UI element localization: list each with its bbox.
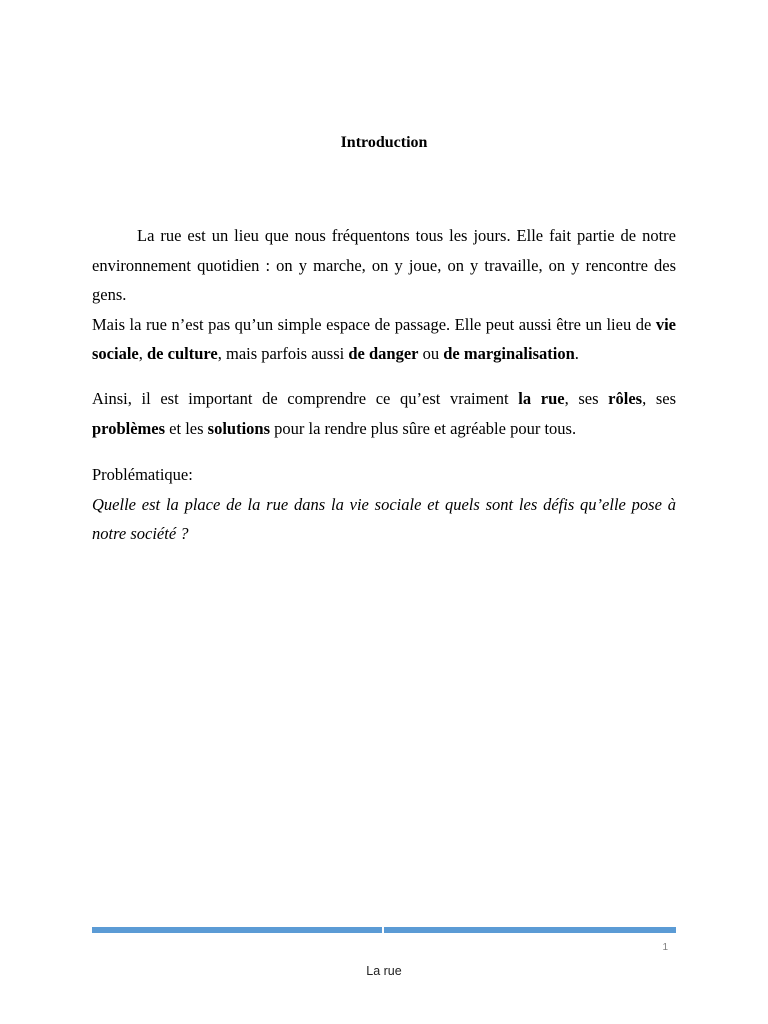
footer-divider-left	[92, 927, 382, 933]
p2-text-1: Ainsi, il est important de comprendre ce qu’est vraiment	[92, 389, 519, 408]
footer-title: La rue	[366, 964, 402, 978]
intro-text-4: ou	[418, 344, 444, 363]
intro-paragraph-part1	[92, 221, 676, 310]
bold-de-marginalisation: de marginalisation	[443, 344, 575, 363]
bold-roles: rôles	[608, 389, 643, 408]
intro-end: .	[574, 344, 579, 363]
footer-divider-right	[384, 927, 676, 933]
p2-text-5: pour la rendre plus sûre et agréable pour tous.	[270, 418, 577, 438]
page-number: 1	[662, 942, 668, 953]
footer-divider	[92, 927, 676, 933]
problematique-label: Problématique:	[92, 465, 193, 484]
intro-paragraph-part2	[92, 310, 676, 369]
sep-1: ,	[138, 344, 147, 363]
bold-de-culture: de culture	[147, 344, 218, 363]
bold-solutions: solutions	[207, 418, 271, 438]
document-title: Introduction	[340, 134, 428, 151]
bold-la-rue: la rue	[518, 389, 565, 408]
second-paragraph-text	[92, 384, 676, 443]
second-paragraph	[92, 384, 676, 443]
bold-de-danger: de danger	[348, 344, 419, 363]
problematique-question: Quelle est la place de la rue dans la vie sociale et quels sont les défis qu’elle pose à notre société ?	[92, 494, 676, 543]
bold-vie-sociale: vie sociale	[92, 314, 676, 363]
p2-text-4: et les	[165, 418, 208, 438]
p2-text-3: , ses	[642, 389, 677, 408]
intro-paragraph	[92, 221, 676, 369]
problematique-section	[92, 460, 676, 549]
bold-problemes: problèmes	[92, 418, 166, 438]
intro-text-3: , mais parfois aussi	[217, 344, 349, 363]
intro-text-2: Mais la rue n’est pas qu’un simple espace de passage. Elle peut aussi être un lieu de	[92, 314, 656, 334]
intro-text-1: La rue est un lieu que nous fréquentons tous les jours. Elle fait partie de notre environnement quotidien : on y marche, on y joue, on y travaille, on y rencontre des gens.	[92, 226, 676, 304]
p2-text-2: , ses	[564, 389, 609, 408]
